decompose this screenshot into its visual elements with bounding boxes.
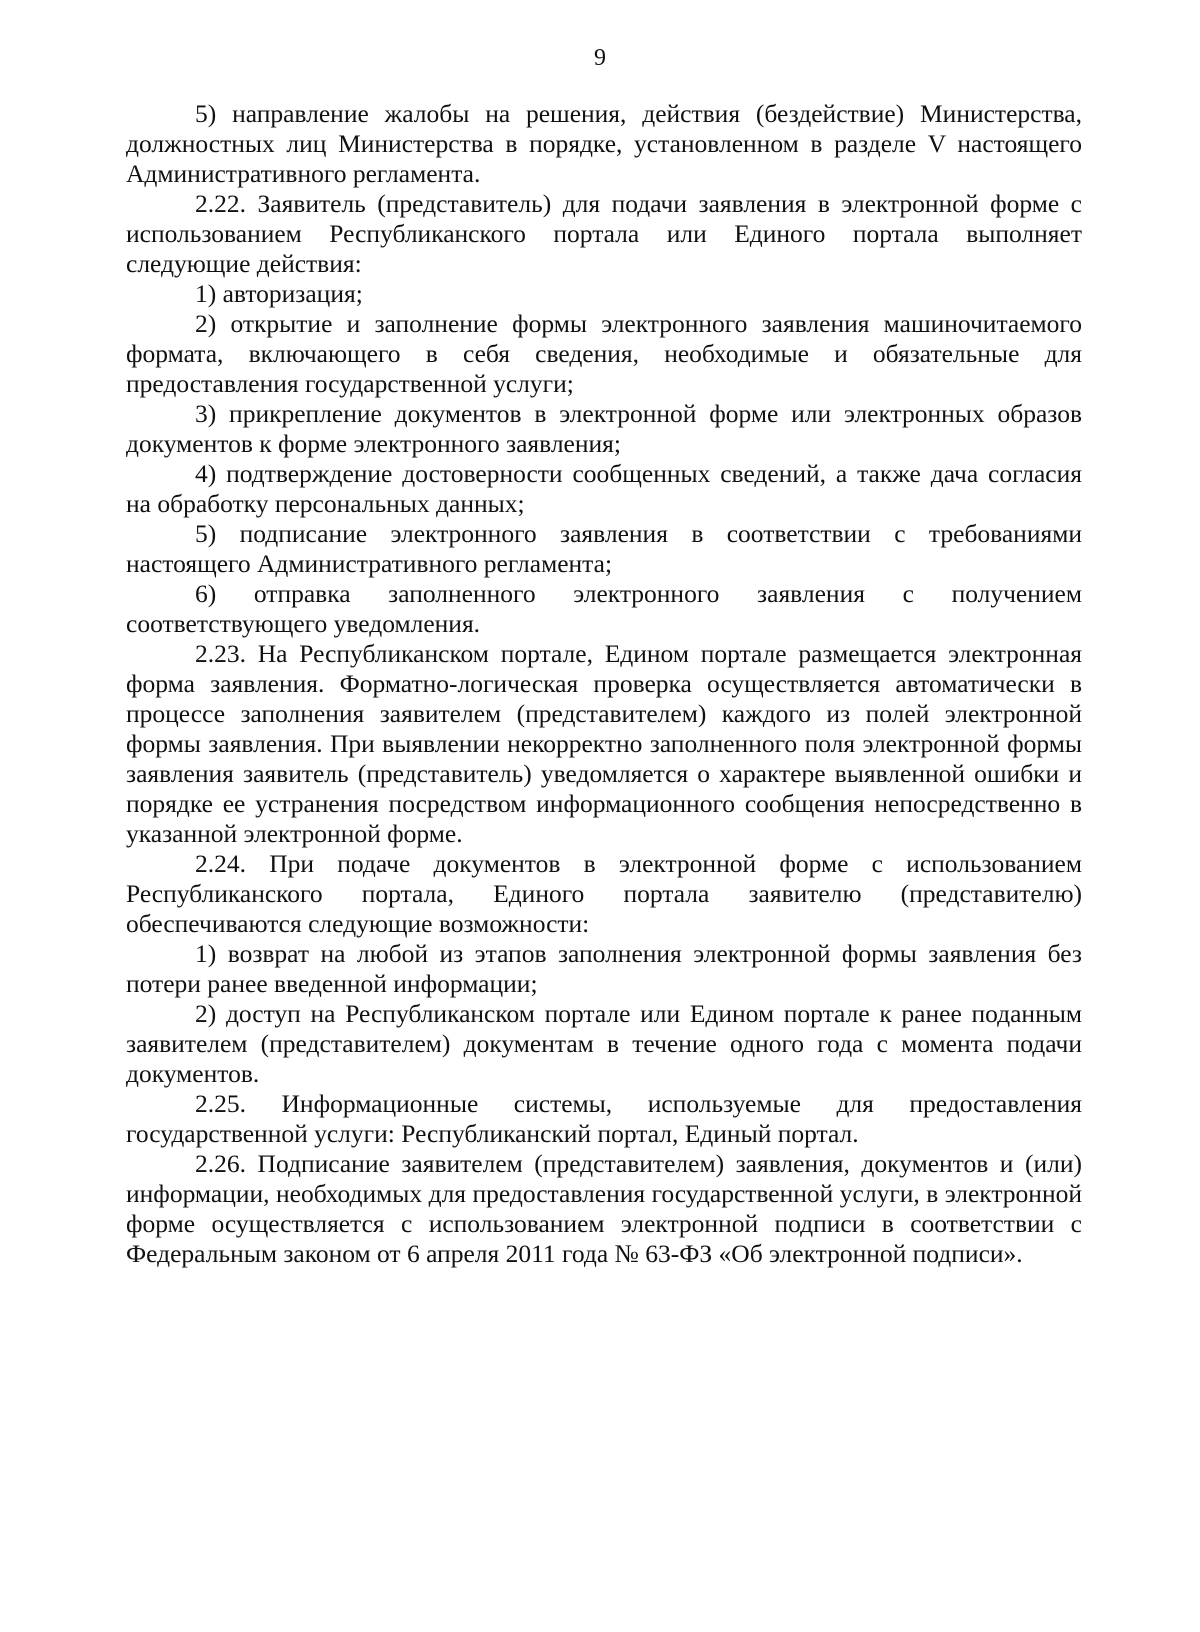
paragraph-item-3-attachments: 3) прикрепление документов в электронной форме или электронных образов документов к форме электронного заявления; — [126, 399, 1082, 458]
paragraph-item-1-return: 1) возврат на любой из этапов заполнения электронной формы заявления без потери ранее введенной информации; — [126, 939, 1082, 998]
paragraph-2-24: 2.24. При подаче документов в электронной форме с использованием Республиканского портала, Единого портала заявителю (представителю) обеспечиваются следующие возможности: — [126, 849, 1082, 938]
paragraph-item-5-complaint: 5) направление жалобы на решения, действия (бездействие) Министерства, должностных лиц Министерства в порядке, установленном в разделе V настоящего Административного регламента. — [126, 99, 1082, 188]
page-number: 9 — [594, 45, 606, 71]
document-body — [126, 99, 1082, 1269]
paragraph-item-5-signing: 5) подписание электронного заявления в соответствии с требованиями настоящего Административного регламента; — [126, 519, 1082, 578]
paragraph-2-22: 2.22. Заявитель (представитель) для подачи заявления в электронной форме с использованием Республиканского портала или Единого портала выполняет следующие действия: — [126, 189, 1082, 278]
paragraph-2-26: 2.26. Подписание заявителем (представителем) заявления, документов и (или) информации, необходимых для предоставления государственной услуги, в электронной форме осуществляется с использованием электронной подписи в соответствии с Федеральным законом от 6 апреля 2011 года № 63-ФЗ «Об электронной подписи». — [126, 1149, 1082, 1268]
paragraph-item-6-sending: 6) отправка заполненного электронного заявления с получением соответствующего уведомления. — [126, 579, 1082, 638]
paragraph-item-4-confirmation: 4) подтверждение достоверности сообщенных сведений, а также дача согласия на обработку персональных данных; — [126, 459, 1082, 518]
paragraph-2-23: 2.23. На Республиканском портале, Едином портале размещается электронная форма заявления. Форматно-логическая проверка осуществляется автоматически в процессе заполнения заявителем (представителем) каждого из полей электронной формы заявления. При выявлении некорректно заполненного поля электронной формы заявления заявитель (представитель) уведомляется о характере выявленной ошибки и порядке ее устранения посредством информационного сообщения непосредственно в указанной электронной форме. — [126, 639, 1082, 848]
paragraph-item-1-authorization: 1) авторизация; — [195, 279, 363, 308]
paragraph-item-2-form-filling: 2) открытие и заполнение формы электронного заявления машиночитаемого формата, включающего в себя сведения, необходимые и обязательные для предоставления государственной услуги; — [126, 309, 1082, 398]
paragraph-2-25: 2.25. Информационные системы, используемые для предоставления государственной услуги: Республиканский портал, Единый портал. — [126, 1089, 1082, 1148]
paragraph-item-2-access: 2) доступ на Республиканском портале или Едином портале к ранее поданным заявителем (представителем) документам в течение одного года с момента подачи документов. — [126, 999, 1082, 1088]
